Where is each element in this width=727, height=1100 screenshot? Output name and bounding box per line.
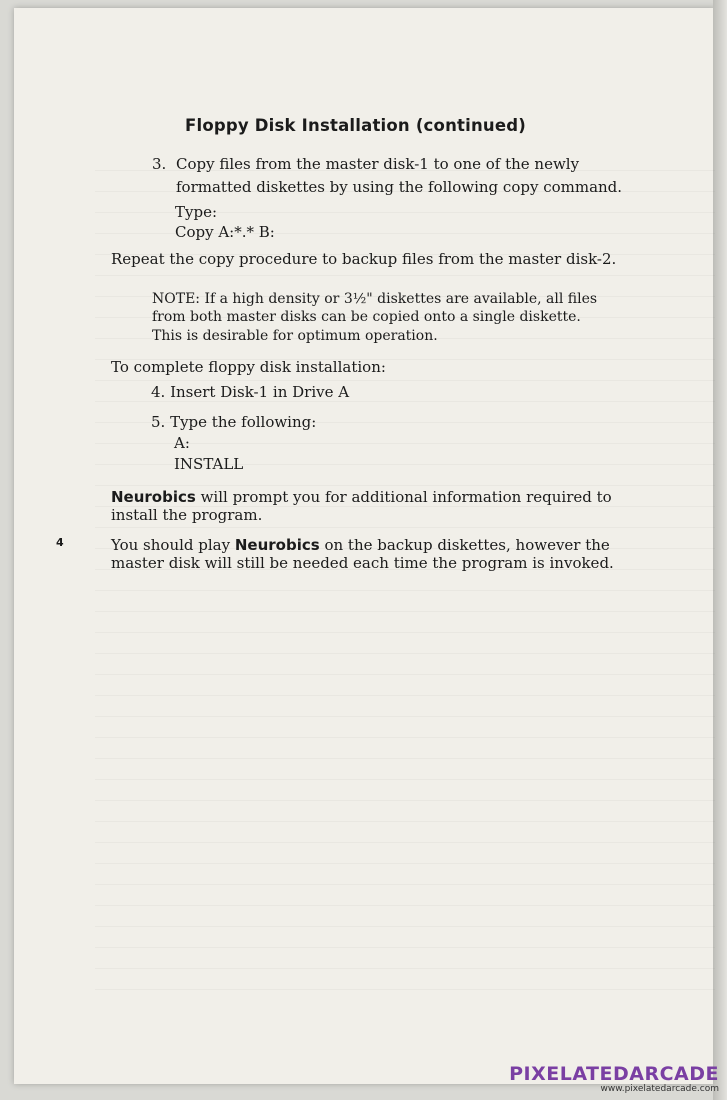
watermark-url: www.pixelatedarcade.com [600, 1084, 719, 1094]
brand-name: Neurobics [111, 488, 196, 506]
command-install: INSTALL [174, 455, 244, 473]
copy-command: Copy A:*.* B: [175, 223, 275, 241]
page-number: 4 [56, 536, 64, 549]
backup-text-pre: You should play [111, 536, 235, 554]
type-label: Type: [175, 203, 218, 221]
step-3-line-1: Copy files from the master disk-1 to one of the newly [176, 155, 580, 173]
backup-line-1 [111, 535, 610, 555]
backup-text-post: on the backup diskettes, however the [319, 536, 610, 554]
command-a: A: [174, 434, 190, 452]
note-line-3: This is desirable for optimum operation. [152, 328, 438, 344]
page-title: Floppy Disk Installation (continued) [185, 116, 527, 135]
watermark [509, 1063, 719, 1094]
complete-intro: To complete floppy disk installation: [111, 358, 386, 376]
brand-name: Neurobics [234, 536, 320, 554]
step-3-number: 3. [152, 155, 167, 173]
note-line-2: from both master disks can be copied onto a single diskette. [152, 309, 581, 325]
prompt-line-2: install the program. [111, 506, 263, 524]
watermark-name: PIXELATEDARCADE [509, 1063, 719, 1085]
prompt-text: will prompt you for additional information required to [195, 488, 612, 506]
backup-line-2: master disk will still be needed each time the program is invoked. [111, 554, 614, 572]
repeat-paragraph: Repeat the copy procedure to backup files from the master disk-2. [111, 250, 617, 268]
note-line-1: NOTE: If a high density or 3½" diskettes are available, all files [152, 291, 598, 307]
prompt-line-1 [111, 487, 612, 507]
page-edge [713, 0, 727, 1100]
step-5-label: 5. Type the following: [151, 413, 317, 431]
step-4: 4. Insert Disk-1 in Drive A [151, 383, 350, 401]
step-3-line-2: formatted diskettes by using the following copy command. [176, 178, 623, 196]
